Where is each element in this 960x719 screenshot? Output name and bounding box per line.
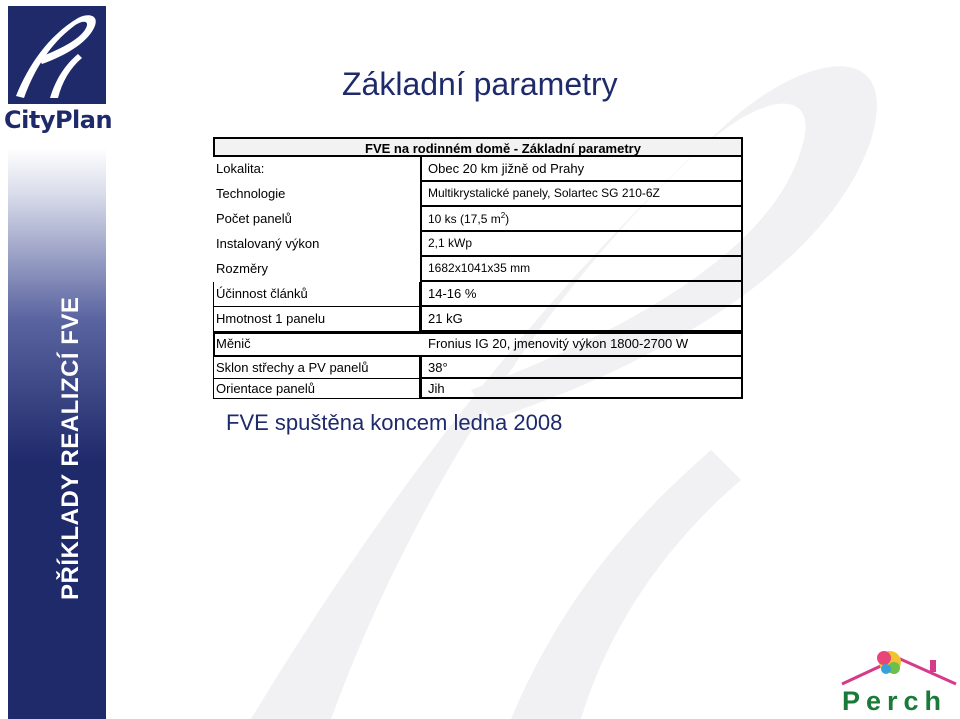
house-roof-icon [838,638,960,688]
table-row [213,157,743,182]
row-value: 1682x1041x35 mm [428,261,531,275]
table-row [213,282,743,307]
row-value: Fronius IG 20, jmenovitý výkon 1800-2700 W [428,336,689,351]
sidebar [0,0,111,719]
cityplan-logo [8,6,106,104]
row-label: Hmotnost 1 panelu [216,311,326,326]
row-label: Technologie [216,186,286,201]
row-label: Sklon střechy a PV panelů [216,360,369,375]
cityplan-swoosh-icon [8,6,106,104]
row-value: 38° [428,360,448,375]
table-row [213,332,743,357]
parameters-table [213,137,743,399]
launch-note: FVE spuštěna koncem ledna 2008 [226,410,563,435]
row-label: Měnič [216,336,251,351]
row-label: Lokalita: [216,161,265,176]
row-value: Obec 20 km jižně od Prahy [428,161,585,176]
table-row [213,232,743,257]
row-label: Účinnost článků [216,286,308,301]
table-row [213,257,743,282]
row-value: 10 ks (17,5 $m^2$) [428,211,510,226]
perch-logo [838,638,960,719]
table-row [213,379,743,399]
table-header: FVE na rodinném domě - Základní parametry [213,137,743,157]
row-value: Jih [428,381,445,396]
perch-wordmark: Perch [842,686,948,716]
row-label: Orientace panelů [216,381,316,396]
row-value: Multikrystalické panely, Solartec SG 210-6Z [428,186,660,200]
cityplan-wordmark: CityPlan [4,106,113,134]
row-value: 21 kG [428,311,463,326]
row-label: Instalovaný výkon [216,236,320,251]
table-row [213,182,743,207]
row-label: Rozměry [216,261,269,276]
table-row [213,307,743,332]
row-value: 14-16 % [428,286,477,301]
table-row [213,357,743,379]
row-label: Počet panelů [216,211,292,226]
page-title: Základní parametry [342,66,618,102]
sidebar-vertical-title: PŘÍKLADY REALIZCÍ FVE [57,296,84,600]
table-row [213,207,743,232]
row-value: 2,1 kWp [428,236,473,250]
